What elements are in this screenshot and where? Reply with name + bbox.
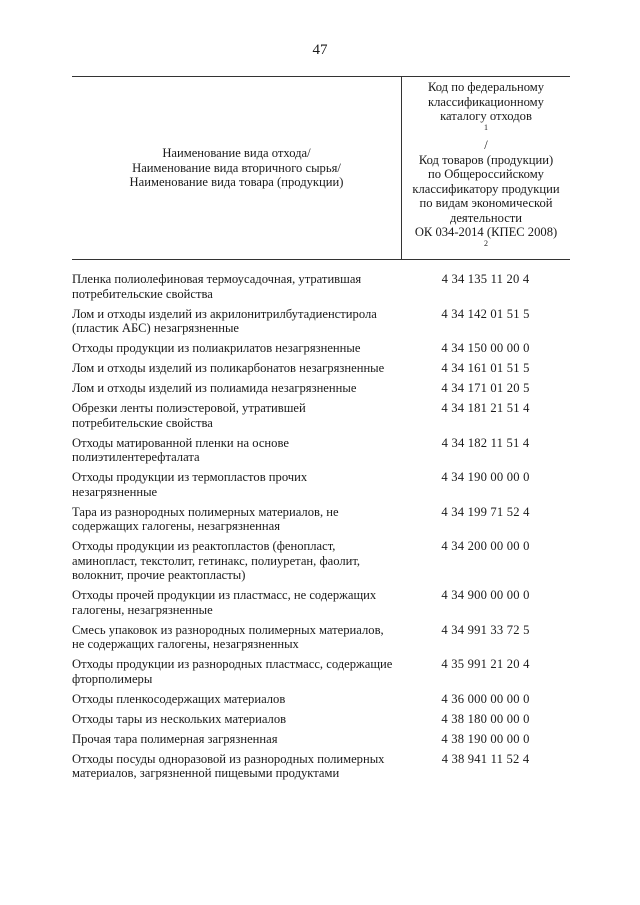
waste-code: 4 34 181 21 51 4 bbox=[441, 401, 530, 415]
waste-code: 4 34 991 33 72 5 bbox=[441, 622, 530, 637]
waste-name: Лом и отходы изделий из поликарбонатов незагрязненные bbox=[72, 361, 385, 375]
header-code-line-with-footnote bbox=[404, 109, 568, 153]
waste-code: 4 34 161 01 51 5 bbox=[441, 361, 530, 375]
table-row bbox=[72, 307, 570, 336]
waste-name: Отходы продукции из разнородных пластмасс, содержащие фторполимеры bbox=[72, 657, 393, 686]
page-number: 47 bbox=[312, 42, 328, 58]
waste-name: Обрезки ленты полиэстеровой, утратившей потребительские свойства bbox=[72, 401, 306, 430]
waste-name: Лом и отходы изделий из полиамида незагрязненные bbox=[72, 381, 357, 395]
waste-code: 4 34 150 00 00 0 bbox=[441, 341, 530, 355]
table-row bbox=[72, 712, 570, 727]
waste-name: Отходы продукции из термопластов прочих незагрязненные bbox=[72, 470, 308, 499]
table-row bbox=[72, 588, 570, 617]
header-name-line: Наименование вида вторичного сырья/ bbox=[132, 160, 341, 175]
table-row bbox=[72, 692, 570, 707]
waste-name: Отходы тары из нескольких материалов bbox=[72, 711, 287, 726]
table-row bbox=[72, 539, 570, 583]
table-row bbox=[72, 401, 570, 430]
header-code-line: классификатору продукции bbox=[412, 181, 560, 196]
header-name-line: Наименование вида отхода/ bbox=[162, 146, 311, 161]
waste-name: Отходы посуды одноразовой из разнородных полимерных материалов, загрязненной пищевыми продуктами bbox=[72, 751, 385, 780]
waste-code: 4 34 190 00 00 0 bbox=[441, 470, 530, 484]
header-name-line: Наименование вида товара (продукции) bbox=[129, 175, 344, 190]
header-code-column bbox=[401, 77, 570, 259]
waste-name: Отходы пленкосодержащих материалов bbox=[72, 691, 286, 706]
table-row bbox=[72, 436, 570, 465]
waste-code: 4 36 000 00 00 0 bbox=[441, 691, 530, 706]
waste-name: Пленка полиолефиновая термоусадочная, утратившая потребительские свойства bbox=[72, 272, 362, 301]
waste-code: 4 35 991 21 20 4 bbox=[441, 657, 530, 671]
table-body bbox=[72, 260, 570, 781]
header-code-line-with-footnote bbox=[404, 225, 568, 254]
footnote-marker: 1 bbox=[484, 122, 488, 132]
waste-code: 4 34 171 01 20 5 bbox=[441, 381, 530, 395]
waste-name: Тара из разнородных полимерных материалов, не содержащих галогены, незагрязненная bbox=[72, 504, 339, 533]
table-row bbox=[72, 657, 570, 686]
waste-code: 4 34 199 71 52 4 bbox=[441, 504, 530, 519]
waste-code: 4 38 180 00 00 0 bbox=[441, 711, 530, 726]
header-code-line: Код по федеральному bbox=[427, 80, 545, 94]
waste-name: Лом и отходы изделий из акрилонитрилбутадиенстирола (пластик АБС) незагрязненные bbox=[72, 306, 377, 335]
waste-name: Смесь упаковок из разнородных полимерных материалов, не содержащих галогены, незагрязненных bbox=[72, 622, 384, 651]
header-code-line: Код товаров (продукции) bbox=[418, 152, 554, 167]
waste-classification-table bbox=[72, 76, 570, 786]
table-row bbox=[72, 341, 570, 356]
header-name-column bbox=[72, 77, 401, 259]
waste-name: Отходы прочей продукции из пластмасс, не содержащих галогены, незагрязненные bbox=[72, 588, 377, 617]
header-code-line: классификационному bbox=[428, 94, 544, 109]
header-code-line: по Общероссийскому bbox=[428, 167, 544, 181]
waste-code: 4 34 135 11 20 4 bbox=[441, 272, 530, 286]
header-name-text bbox=[130, 146, 344, 190]
table-row bbox=[72, 361, 570, 376]
waste-name: Прочая тара полимерная загрязненная bbox=[72, 731, 278, 746]
table-header bbox=[72, 76, 570, 260]
header-code-line: ОК 034-2014 (КПЕС 2008) bbox=[414, 225, 558, 239]
table-row bbox=[72, 470, 570, 499]
waste-code: 4 34 182 11 51 4 bbox=[441, 435, 530, 450]
waste-code: 4 38 190 00 00 0 bbox=[441, 731, 530, 746]
table-row bbox=[72, 272, 570, 301]
waste-name: Отходы продукции из реактопластов (фенопласт, аминопласт, текстолит, гетинакс, полиуретан, фаолит, волокнит, прочие реактопласты) bbox=[72, 539, 361, 582]
table-row bbox=[72, 505, 570, 534]
footnote-suffix: / bbox=[484, 138, 488, 152]
waste-code: 4 34 900 00 00 0 bbox=[441, 588, 530, 602]
waste-code: 4 38 941 11 52 4 bbox=[441, 751, 530, 766]
header-code-line: по видам экономической bbox=[419, 196, 553, 210]
table-row bbox=[72, 752, 570, 781]
header-code-line: каталогу отходов bbox=[440, 109, 532, 123]
table-row bbox=[72, 732, 570, 747]
waste-code: 4 34 200 00 00 0 bbox=[441, 539, 530, 553]
footnote-marker: 2 bbox=[484, 238, 488, 248]
waste-name: Отходы матированной пленки на основе полиэтилентерефталата bbox=[72, 435, 289, 464]
table-row bbox=[72, 623, 570, 652]
waste-name: Отходы продукции из полиакрилатов незагрязненные bbox=[72, 341, 361, 355]
waste-code: 4 34 142 01 51 5 bbox=[441, 306, 530, 321]
header-code-line: деятельности bbox=[449, 210, 523, 225]
table-row bbox=[72, 381, 570, 396]
